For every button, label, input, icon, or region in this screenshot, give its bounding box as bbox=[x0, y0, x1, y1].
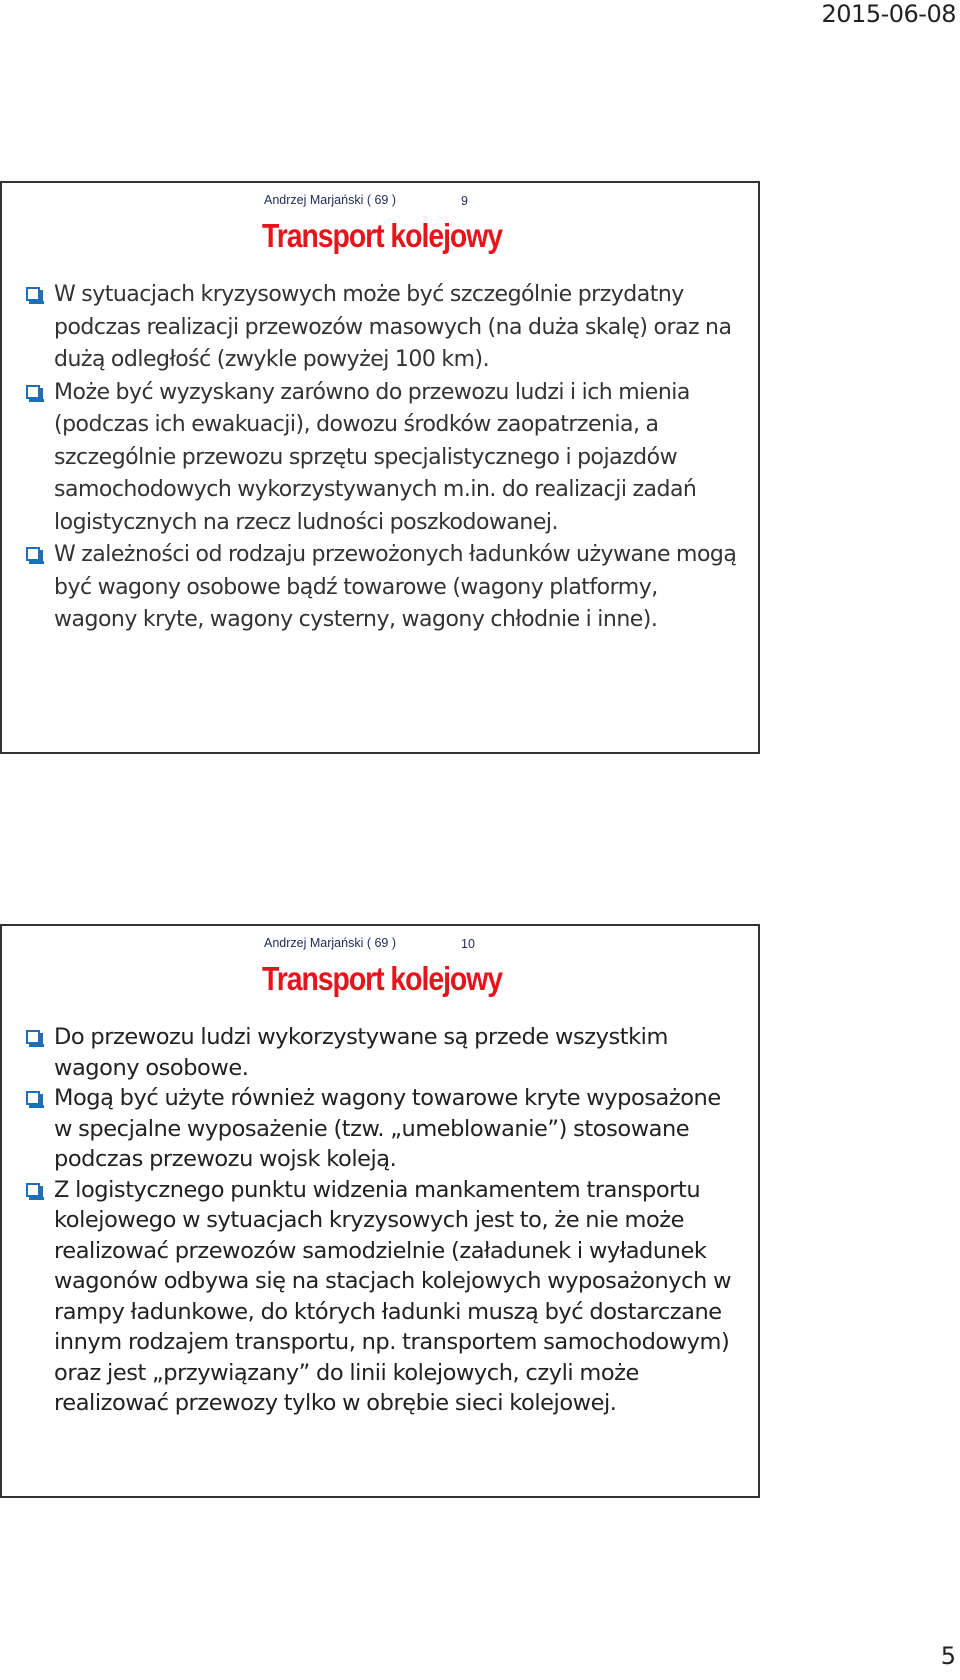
bullet-item bbox=[24, 1022, 744, 1083]
bullet-item bbox=[24, 1083, 744, 1175]
slide-number: 10 bbox=[461, 937, 475, 951]
checkbox-square-icon bbox=[26, 287, 40, 301]
checkbox-square-icon bbox=[26, 385, 40, 399]
bullet-list bbox=[24, 1022, 744, 1419]
slide-author: Andrzej Marjański ( 69 ) bbox=[264, 936, 396, 950]
checkbox-square-icon bbox=[26, 1091, 40, 1105]
slide-title: Transport kolejowy bbox=[261, 217, 503, 254]
bullet-text: Może być wyzyskany zarówno do przewozu ludzi i ich mienia (podczas ich ewakuacji), dowozu środków zaopatrzenia, a szczególnie przewozu sprzętu specjalistycznego i pojazdów samochodowych wykorzystywanych m.in. do realizacji zadań logistycznych na rzecz ludności poszkodowanej. bbox=[54, 379, 697, 535]
bullet-item bbox=[24, 279, 744, 377]
bullet-item bbox=[24, 377, 744, 540]
bullet-text: Mogą być użyte również wagony towarowe kryte wyposażone w specjalne wyposażenie (tzw. „umeblowanie”) stosowane podczas przewozu wojsk koleją. bbox=[54, 1085, 721, 1172]
slide-10 bbox=[0, 924, 760, 1498]
bullet-text: Do przewozu ludzi wykorzystywane są przede wszystkim wagony osobowe. bbox=[54, 1024, 668, 1081]
slide-author: Andrzej Marjański ( 69 ) bbox=[264, 193, 396, 207]
bullet-text: Z logistycznego punktu widzenia mankamentem transportu kolejowego w sytuacjach kryzysowych jest to, że nie może realizować przewozów samodzielnie (załadunek i wyładunek wagonów odbywa się na stacjach kolejowych wyposażonych w rampy ładunkowe, do których ładunki muszą być dostarczane innym rodzajem transportu, np. transportem samochodowym) oraz jest „przywiązany” do linii kolejowych, czyli może realizować przewozy tylko w obrębie sieci kolejowej. bbox=[54, 1176, 732, 1416]
slide-9 bbox=[0, 181, 760, 754]
bullet-item bbox=[24, 1175, 744, 1419]
slide-header bbox=[2, 191, 758, 211]
slide-header bbox=[2, 934, 758, 954]
page-date: 2015-06-08 bbox=[821, 0, 956, 28]
checkbox-square-icon bbox=[26, 547, 40, 561]
bullet-list bbox=[24, 279, 744, 637]
checkbox-square-icon bbox=[26, 1030, 40, 1044]
slide-title: Transport kolejowy bbox=[261, 960, 503, 997]
slide-number: 9 bbox=[461, 194, 468, 208]
bullet-text: W sytuacjach kryzysowych może być szczególnie przydatny podczas realizacji przewozów masowych (na duża skalę) oraz na dużą odległość (zwykle powyżej 100 km). bbox=[54, 282, 732, 372]
page-number: 5 bbox=[940, 1642, 956, 1670]
checkbox-square-icon bbox=[26, 1183, 40, 1197]
bullet-text: W zależności od rodzaju przewożonych ładunków używane mogą być wagony osobowe bądź towarowe (wagony platformy, wagony kryte, wagony cysterny, wagony chłodnie i inne). bbox=[54, 542, 737, 632]
bullet-item bbox=[24, 539, 744, 637]
